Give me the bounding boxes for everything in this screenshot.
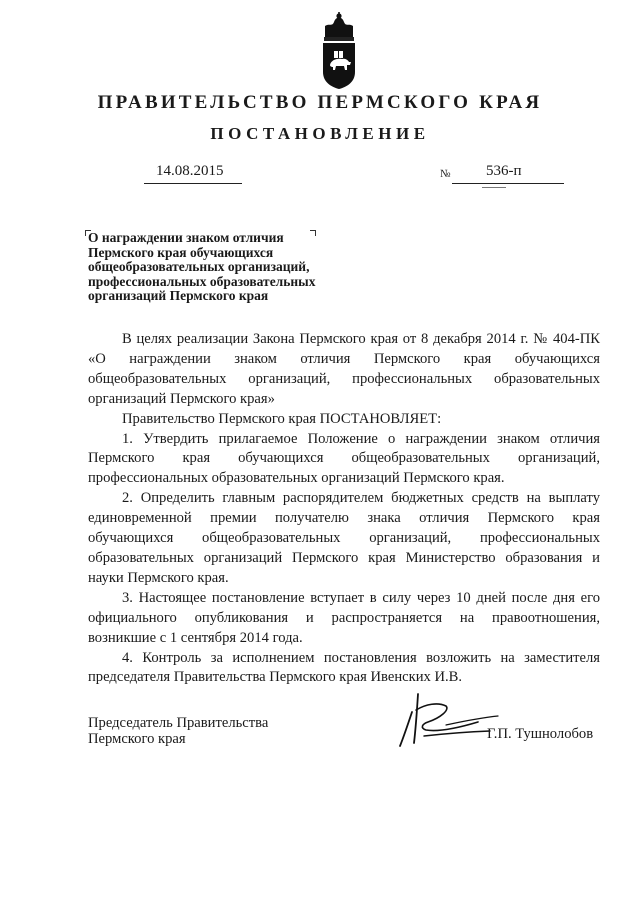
clause-4-paragraph: 4. Контроль за исполнением постановления возложить на заместителя председателя Правительства Пермского края Ивенских И.В.	[88, 649, 600, 686]
signer-position-line: Пермского края	[88, 731, 186, 747]
decree-date-value: 14.08.2015	[156, 163, 224, 179]
clause-1-paragraph: 1. Утвердить прилагаемое Положение о награждении знаком отличия Пермского края обучающихся общеобразовательных организаций, профессиональных образовательных организаций Пермского края.	[88, 430, 600, 487]
subject-line: общеобразовательных организаций,	[88, 259, 310, 275]
decree-number	[440, 163, 564, 185]
resolves-paragraph: Правительство Пермского края ПОСТАНОВЛЯЕТ:	[122, 410, 442, 427]
subject-line: Пермского края обучающихся	[88, 244, 274, 260]
decree-number-value: 536-п	[486, 163, 522, 179]
number-sign: №	[440, 168, 451, 180]
coat-of-arms-icon	[316, 12, 362, 90]
subject-corner-mark-left	[85, 230, 91, 236]
subject-line: О награждении знаком отличия	[88, 230, 284, 245]
signer-position	[88, 715, 268, 747]
number-underline-mark	[482, 187, 506, 188]
number-underline	[452, 183, 564, 184]
decree-subject	[88, 231, 388, 304]
preamble-paragraph: В целях реализации Закона Пермского края от 8 декабря 2014 г. № 404-ПК «О награждении знаком отличия Пермского края обучающихся общеобразовательных организаций, профессиональных образовательных организаций Пермского края»	[88, 331, 600, 407]
subject-corner-mark-right	[310, 230, 316, 236]
government-name: ПРАВИТЕЛЬСТВО ПЕРМСКОГО КРАЯ	[97, 92, 543, 113]
subject-line: организаций Пермского края	[88, 288, 269, 304]
signer-name: Г.П. Тушнолобов	[487, 726, 594, 742]
signer-position-line: Председатель Правительства	[88, 715, 269, 731]
clause-3-paragraph: 3. Настоящее постановление вступает в силу через 10 дней после дня его официального опубликования и распространяется на правоотношения, возникшие с 1 сентября 2014 года.	[88, 589, 600, 646]
clause-2-paragraph: 2. Определить главным распорядителем бюджетных средств на выплату единовременной премии получателю знака отличия Пермского края обучающихся общеобразовательных организаций, профессиональных образовательных организаций Пермского края Министерство образования и науки Пермского края.	[88, 490, 600, 586]
subject-line: профессиональных образовательных	[88, 273, 316, 289]
decree-date	[144, 163, 242, 185]
date-underline	[144, 183, 242, 184]
decree-body	[88, 330, 600, 688]
document-type-title: ПОСТАНОВЛЕНИЕ	[210, 124, 430, 143]
